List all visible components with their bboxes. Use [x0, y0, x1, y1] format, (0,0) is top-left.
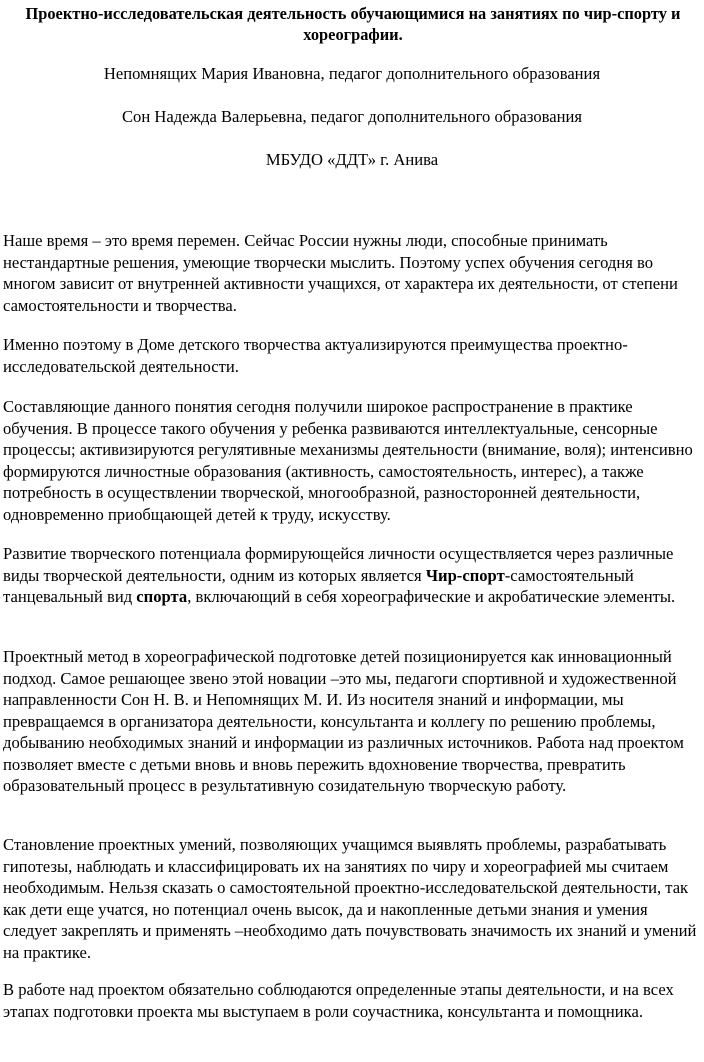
paragraph-7: В работе над проектом обязательно соблюдаются определенные этапы деятельности, и на всех этапах подготовки проекта мы выступаем в роли соучастника, консультанта и помощника. [3, 980, 674, 1021]
paragraph-5: Проектный метод в хореографической подготовке детей позиционируется как инновационный подход. Самое решающее звено этой новации –это мы, педагоги спортивной и художественной направленности Сон Н. В. и Непомнящих М. И. Из носителя знаний и информации, мы превращаемся в организатора деятельности, консультанта и коллегу по решению проблемы, добыванию необходимых знаний и информации из различных источников. Работа над проектом позволяет вместе с детьми вновь и вновь пережить вдохновение творчества, превратить образовательный процесс в результативную созидательную творческую работу. [3, 647, 684, 795]
paragraph-4-text-2: -самостоятельный танцевальный вид [3, 565, 634, 606]
paragraph-1: Наше время – это время перемен. Сейчас России нужны люди, способные принимать нестандартные решения, умеющие творчески мыслить. Поэтому успех обучения сегодня во многом зависит от внутренней активности учащихся, от характера их деятельности, от степени самостоятельности и творчества. [3, 231, 678, 315]
paragraph-2: Именно поэтому в Доме детского творчества актуализируются преимущества проектно-исследовательской деятельности. [3, 335, 628, 376]
document-title: Проектно-исследовательская деятельность обучающимися на занятиях по чир-спорту и хореографии. [25, 4, 681, 44]
institution-line: МБУДО «ДДТ» г. Анива [265, 150, 439, 169]
paragraph-4-bold-cheer-sport: Чир-спорт [425, 565, 505, 585]
paragraph-4-text-1: Развитие творческого потенциала формирующейся личности осуществляется через различные виды творческой деятельности, одним из которых является [3, 544, 674, 585]
paragraph-4-bold-sport: спорта [136, 587, 188, 606]
paragraph-6: Становление проектных умений, позволяющих учащимся выявлять проблемы, разрабатывать гипотезы, наблюдать и классифицировать их на занятиях по чиру и хореографией мы считаем необходимым. Нельзя сказать о самостоятельной проектно-исследовательской деятельности, так как дети еще учатся, но потенциал очень высок, да и накопленные детьми знания и умения следует закреплять и применять –необходимо дать почувствовать значимость их знаний и умений на практике. [3, 835, 697, 962]
author-line-1: Непомнящих Мария Ивановна, педагог дополнительного образования [103, 64, 601, 83]
paragraph-4 [3, 543, 703, 608]
paragraph-4-text-3: , включающий в себя хореографические и акробатические элементы. [187, 587, 676, 606]
author-line-2: Сон Надежда Валерьевна, педагог дополнительного образования [121, 107, 583, 126]
paragraph-3: Составляющие данного понятия сегодня получили широкое распространение в практике обучения. В процессе такого обучения у ребенка развиваются интеллектуальные, сенсорные процессы; активизируются регулятивные механизмы деятельности (внимание, воля); интенсивно формируются личностные образования (активность, самостоятельность, интерес), а также потребность в осуществлении творческой, многообразной, разносторонней деятельности, одновременно приобщающей детей к труду, искусству. [3, 397, 693, 524]
